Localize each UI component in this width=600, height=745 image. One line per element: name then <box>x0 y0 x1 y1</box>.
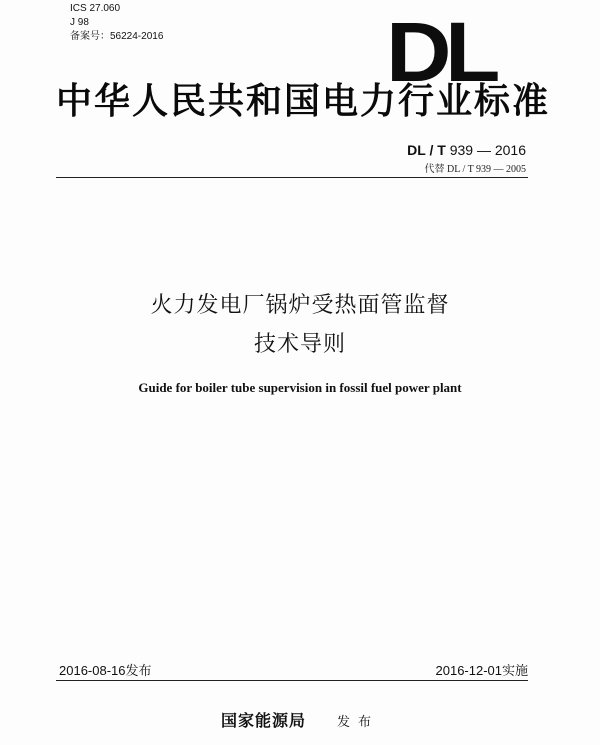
implementation-date: 2016-12-01实施 <box>435 663 528 678</box>
filing-number: 备案号：56224-2016 <box>70 31 164 42</box>
replaces-standard: 代替 DL / T 939 — 2005 <box>424 164 526 175</box>
standard-number-year: 939 — 2016 <box>449 142 526 158</box>
publisher-action: 发布 <box>337 715 380 730</box>
ics-code: ICS 27.060 <box>70 3 121 14</box>
classification-code: J 98 <box>70 17 89 28</box>
standard-code: DL / T <box>407 142 446 158</box>
top-divider <box>56 177 528 178</box>
issuer-band-title: 中华人民共和国电力行业标准 <box>56 80 551 122</box>
bottom-divider <box>56 680 528 681</box>
meta-block <box>70 2 163 44</box>
publisher-org: 国家能源局 <box>220 711 306 730</box>
publisher-line <box>0 708 600 731</box>
title-chinese-line-1: 火力发电厂锅炉受热面管监督 <box>150 293 450 318</box>
issue-date: 2016-08-16发布 <box>59 663 152 678</box>
standard-number <box>407 142 526 158</box>
title-english: Guide for boiler tube supervision in fossil fuel power plant <box>138 380 462 395</box>
dl-logo: DL <box>386 5 494 99</box>
title-chinese-line-2: 技术导则 <box>253 332 346 357</box>
standard-number-block <box>407 142 526 175</box>
